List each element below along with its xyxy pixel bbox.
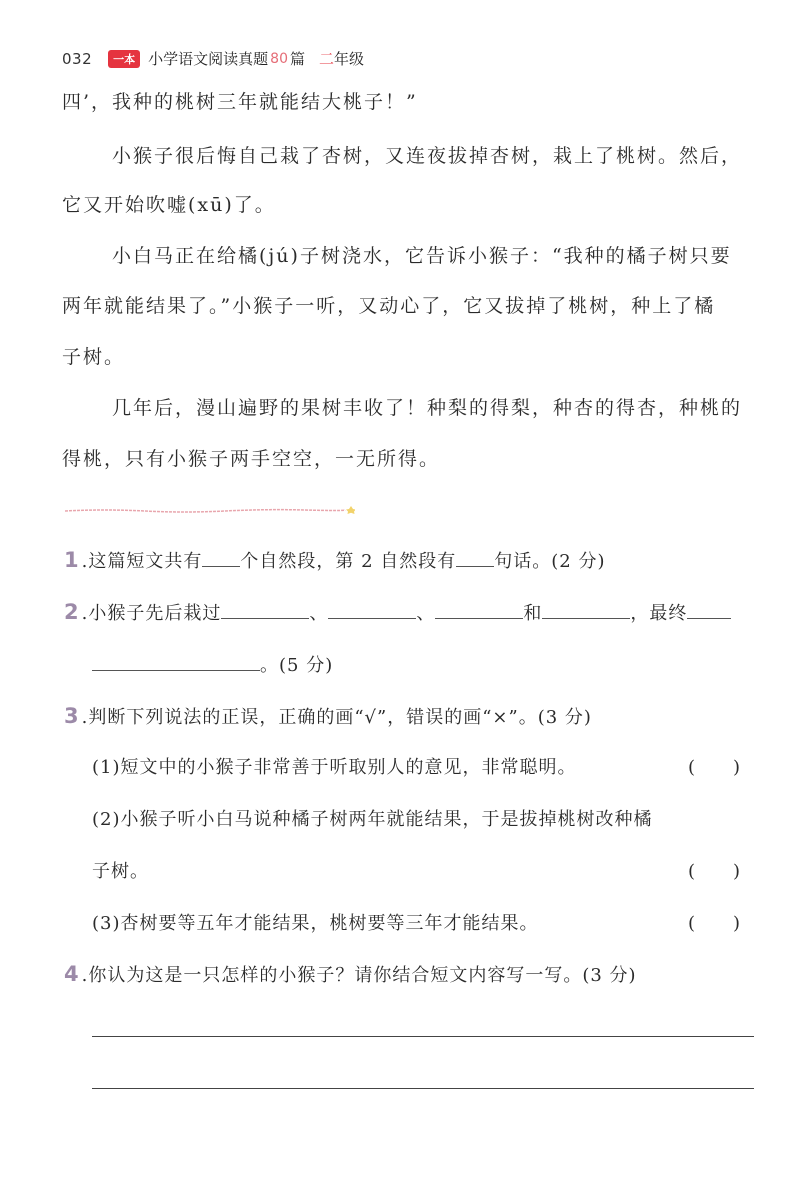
passage-line: 子树。 — [62, 346, 126, 368]
question-text: 句话。(2 分) — [494, 551, 606, 572]
question-text: 和 — [523, 603, 543, 624]
question-2 — [64, 600, 731, 626]
series-title: 小学语文阅读真题 — [148, 50, 269, 68]
answer-line[interactable] — [92, 1088, 754, 1089]
question-number: 2 — [64, 600, 80, 624]
answer-line[interactable] — [92, 1036, 754, 1037]
question-text: .你认为这是一只怎样的小猴子？请你结合短文内容写一写。(3 分) — [81, 965, 637, 986]
question-text: ，最终 — [630, 603, 688, 624]
question-text: 个自然段，第 2 自然段有 — [240, 551, 457, 572]
passage-line: 小白马正在给橘(jú)子树浇水，它告诉小猴子：“我种的橘子树只要 — [112, 245, 732, 267]
passage-line: 小猴子很后悔自己栽了杏树，又连夜拔掉杏树，栽上了桃树。然后， — [112, 145, 743, 167]
answer-blank[interactable] — [221, 600, 309, 619]
question-text: .这篇短文共有 — [81, 551, 203, 572]
question-number: 1 — [64, 548, 80, 572]
question-text: 、 — [309, 603, 329, 624]
judgement-answer-box[interactable]: () — [688, 861, 779, 882]
grade-label — [319, 48, 364, 69]
passage-line: 两年就能结果了。”小猴子一听，又动心了，它又拔掉了桃树，种上了橘 — [62, 295, 716, 317]
answer-blank[interactable] — [92, 652, 260, 671]
question-text: .判断下列说法的正误，正确的画“√”，错误的画“×”。(3 分) — [81, 707, 592, 728]
judgement-answer-box[interactable]: () — [688, 913, 779, 934]
decorative-divider — [65, 506, 355, 514]
question-4 — [64, 962, 637, 988]
judgement-item-2: (2)小猴子听小白马说种橘子树两年就能结果，于是拔掉桃树改种橘 — [92, 809, 653, 830]
page-header — [62, 48, 364, 69]
page-number: 032 — [62, 49, 93, 68]
passage-line: 它又开始吹嘘(xū)了。 — [62, 194, 276, 216]
question-text: 、 — [416, 603, 436, 624]
judgement-item-3: (3)杏树要等五年才能结果，桃树要等三年才能结果。 — [92, 913, 539, 934]
judgement-item-1: (1)短文中的小猴子非常善于听取别人的意见，非常聪明。 — [92, 757, 577, 778]
series-count: 80 — [270, 50, 288, 67]
passage-line: 四’，我种的桃树三年就能结大桃子！” — [62, 91, 418, 113]
question-3 — [64, 704, 592, 730]
question-1 — [64, 548, 605, 574]
grade-mark: 二 — [319, 50, 335, 68]
answer-blank[interactable] — [542, 600, 630, 619]
judgement-item-2-continued: 子树。 — [92, 861, 149, 882]
grade-text: 年级 — [334, 50, 365, 68]
question-number: 3 — [64, 704, 80, 728]
answer-blank[interactable] — [328, 600, 416, 619]
passage-line: 得桃，只有小猴子两手空空，一无所得。 — [62, 448, 441, 470]
judgement-answer-box[interactable]: () — [688, 757, 779, 778]
question-2-continued — [92, 652, 333, 678]
passage-line: 几年后，漫山遍野的果树丰收了！种梨的得梨，种杏的得杏，种桃的 — [112, 397, 743, 419]
answer-blank[interactable] — [435, 600, 523, 619]
brand-badge: 一本 — [108, 50, 140, 68]
question-text: 。(5 分) — [260, 655, 334, 676]
answer-blank[interactable] — [687, 600, 731, 619]
series-unit: 篇 — [289, 50, 305, 68]
answer-blank[interactable] — [202, 548, 240, 567]
star-icon — [346, 506, 355, 514]
answer-blank[interactable] — [456, 548, 494, 567]
question-text: .小猴子先后栽过 — [81, 603, 222, 624]
question-number: 4 — [64, 962, 80, 986]
